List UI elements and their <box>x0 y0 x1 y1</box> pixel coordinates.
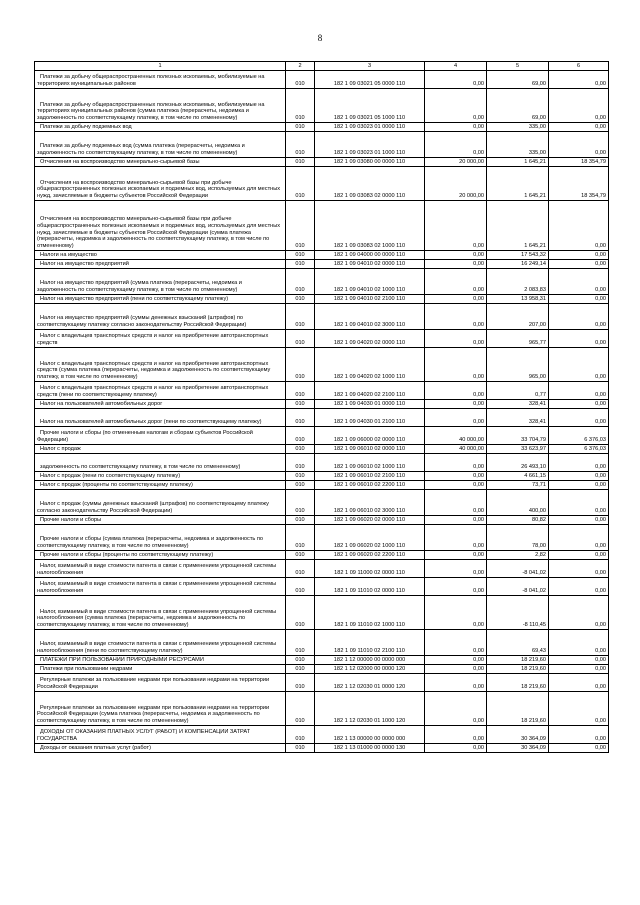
row-classification-code-cell: 182 1 13 00000 00 0000 000 <box>315 726 425 744</box>
table-row <box>35 578 609 596</box>
row-approved-plan-cell: 0,00 <box>425 201 487 251</box>
row-approved-plan-cell: 20 000,00 <box>425 167 487 201</box>
row-line-code-cell: 010 <box>286 744 315 753</box>
row-executed-cell: 1 645,21 <box>487 158 549 167</box>
table-row <box>35 726 609 744</box>
row-line-code-cell: 010 <box>286 481 315 490</box>
row-approved-plan-cell: 0,00 <box>425 525 487 551</box>
row-unexecuted-cell: 0,00 <box>549 726 609 744</box>
row-approved-plan-cell: 0,00 <box>425 744 487 753</box>
row-executed-cell: 17 543,32 <box>487 251 549 260</box>
row-unexecuted-cell: 0,00 <box>549 525 609 551</box>
column-header-1: 1 <box>35 62 286 71</box>
row-executed-cell: 2 083,83 <box>487 269 549 295</box>
row-unexecuted-cell: 0,00 <box>549 382 609 400</box>
row-unexecuted-cell: 0,00 <box>549 260 609 269</box>
row-approved-plan-cell: 40 000,00 <box>425 445 487 454</box>
row-executed-cell: 26 493,10 <box>487 454 549 472</box>
table-row <box>35 490 609 516</box>
row-approved-plan-cell: 0,00 <box>425 472 487 481</box>
table-row <box>35 132 609 158</box>
row-classification-code-cell: 182 1 09 06010 02 2200 110 <box>315 481 425 490</box>
row-line-code-cell: 010 <box>286 304 315 330</box>
row-line-code-cell: 010 <box>286 516 315 525</box>
table-row <box>35 674 609 692</box>
row-classification-code-cell: 182 1 09 04020 02 0000 110 <box>315 330 425 348</box>
row-executed-cell: -8 110,45 <box>487 596 549 630</box>
row-executed-cell: 1 645,21 <box>487 167 549 201</box>
row-classification-code-cell: 182 1 09 06000 02 0000 110 <box>315 427 425 445</box>
row-name-cell: Налог с продаж (пени по соответствующему платежу) <box>35 472 286 481</box>
row-classification-code-cell: 182 1 09 04010 02 1000 110 <box>315 269 425 295</box>
row-line-code-cell: 010 <box>286 674 315 692</box>
row-line-code-cell: 010 <box>286 260 315 269</box>
row-name-cell: Налог с владельцев транспортных средств и налог на приобретение автотранспортных средств (пени по соответствующему платежу) <box>35 382 286 400</box>
row-unexecuted-cell: 0,00 <box>549 656 609 665</box>
row-unexecuted-cell: 0,00 <box>549 251 609 260</box>
row-approved-plan-cell: 0,00 <box>425 692 487 726</box>
row-executed-cell: 1 645,21 <box>487 201 549 251</box>
row-unexecuted-cell: 0,00 <box>549 89 609 123</box>
row-executed-cell: 78,00 <box>487 525 549 551</box>
table-row <box>35 260 609 269</box>
revenue-table <box>34 61 609 753</box>
row-line-code-cell: 010 <box>286 295 315 304</box>
column-header-2: 2 <box>286 62 315 71</box>
row-unexecuted-cell: 0,00 <box>549 304 609 330</box>
row-unexecuted-cell: 0,00 <box>549 472 609 481</box>
row-name-cell: Налог, взимаемый в виде стоимости патента в связи с применением упрощенной системы налогообложения <box>35 560 286 578</box>
row-line-code-cell: 010 <box>286 132 315 158</box>
table-row <box>35 744 609 753</box>
row-name-cell: задолженность по соответствующему платежу, в том числе по отмененному) <box>35 454 286 472</box>
row-executed-cell: 30 364,09 <box>487 726 549 744</box>
row-approved-plan-cell: 20 000,00 <box>425 158 487 167</box>
row-approved-plan-cell: 0,00 <box>425 348 487 382</box>
row-classification-code-cell: 182 1 09 06020 02 0000 110 <box>315 516 425 525</box>
table-row <box>35 665 609 674</box>
row-executed-cell: 400,00 <box>487 490 549 516</box>
row-executed-cell: 328,41 <box>487 400 549 409</box>
row-classification-code-cell: 182 1 09 06010 02 0000 110 <box>315 445 425 454</box>
row-approved-plan-cell: 0,00 <box>425 630 487 656</box>
row-approved-plan-cell: 0,00 <box>425 400 487 409</box>
row-line-code-cell: 010 <box>286 490 315 516</box>
row-executed-cell: 207,00 <box>487 304 549 330</box>
row-classification-code-cell: 182 1 09 06020 02 2200 110 <box>315 551 425 560</box>
row-name-cell: Платежи за добычу общераспространенных полезных ископаемых, мобилизуемые на территориях муниципальных районов <box>35 71 286 89</box>
row-line-code-cell: 010 <box>286 630 315 656</box>
table-row <box>35 89 609 123</box>
table-body <box>35 71 609 753</box>
row-name-cell: Налог на имущество предприятий <box>35 260 286 269</box>
row-name-cell: Налоги на имущество <box>35 251 286 260</box>
row-name-cell: Налог с владельцев транспортных средств и налог на приобретение автотранспортных средств (сумма платежа (перерасчеты, недоимка и задолженность по соответствующему платежу, в том числе по отмененному) <box>35 348 286 382</box>
row-line-code-cell: 010 <box>286 158 315 167</box>
row-line-code-cell: 010 <box>286 726 315 744</box>
row-classification-code-cell: 182 1 09 04000 00 0000 110 <box>315 251 425 260</box>
row-name-cell: Налог на имущество предприятий (суммы денежных взысканий (штрафов) по соответствующему платежу согласно законодательству Российской Федерации) <box>35 304 286 330</box>
row-name-cell: Отчисления на воспроизводство минерально-сырьевой базы при добыче общераспространенных полезных ископаемых и подземных вод, используемых для местных нужд, зачисляемые в бюджеты субъектов Российской Федерации <box>35 167 286 201</box>
row-executed-cell: 33 704,79 <box>487 427 549 445</box>
row-executed-cell: 16 249,14 <box>487 260 549 269</box>
row-approved-plan-cell: 0,00 <box>425 71 487 89</box>
row-approved-plan-cell: 0,00 <box>425 726 487 744</box>
row-name-cell: Налог, взимаемый в виде стоимости патента в связи с применением упрощенной системы налогообложения (пени по соответствующему платежу) <box>35 630 286 656</box>
row-executed-cell: 13 958,31 <box>487 295 549 304</box>
row-approved-plan-cell: 0,00 <box>425 516 487 525</box>
row-unexecuted-cell: 0,00 <box>549 295 609 304</box>
row-unexecuted-cell: 18 354,79 <box>549 167 609 201</box>
row-name-cell: Налог на имущество предприятий (сумма платежа (перерасчеты, недоимка и задолженность по соответствующему платежу, в том числе по отмененному) <box>35 269 286 295</box>
row-name-cell: Прочие налоги и сборы (по отмененным налогам и сборам субъектов Российской Федерации) <box>35 427 286 445</box>
row-classification-code-cell: 182 1 09 04010 02 2100 110 <box>315 295 425 304</box>
table-row <box>35 400 609 409</box>
row-name-cell: Налог на имущество предприятий (пени по соответствующему платежу) <box>35 295 286 304</box>
table-row <box>35 304 609 330</box>
row-executed-cell: 18 219,60 <box>487 674 549 692</box>
row-line-code-cell: 010 <box>286 71 315 89</box>
row-classification-code-cell: 182 1 12 02030 01 0000 120 <box>315 674 425 692</box>
row-executed-cell: 0,77 <box>487 382 549 400</box>
row-executed-cell: -8 041,02 <box>487 578 549 596</box>
row-unexecuted-cell: 0,00 <box>549 692 609 726</box>
table-row <box>35 630 609 656</box>
table-row <box>35 167 609 201</box>
row-approved-plan-cell: 0,00 <box>425 269 487 295</box>
table-row <box>35 201 609 251</box>
row-line-code-cell: 010 <box>286 596 315 630</box>
row-unexecuted-cell: 18 354,79 <box>549 158 609 167</box>
table-row <box>35 251 609 260</box>
row-classification-code-cell: 182 1 09 04030 01 0000 110 <box>315 400 425 409</box>
row-classification-code-cell: 182 1 09 11010 02 0000 110 <box>315 578 425 596</box>
row-name-cell: Налог с продаж (проценты по соответствующему платежу) <box>35 481 286 490</box>
row-classification-code-cell: 182 1 09 04020 02 2100 110 <box>315 382 425 400</box>
row-executed-cell: 33 623,97 <box>487 445 549 454</box>
row-line-code-cell: 010 <box>286 348 315 382</box>
row-name-cell: Отчисления на воспроизводство минерально-сырьевой базы при добыче общераспространенных полезных ископаемых и подземных вод, используемых для местных нужд, зачисляемые в бюджеты субъектов Российской Федерации (сумма платежа (перерасчеты, недоимка и задолженность по соответствующему платежу, в том числе по отмененному) <box>35 201 286 251</box>
row-approved-plan-cell: 0,00 <box>425 578 487 596</box>
row-unexecuted-cell: 0,00 <box>549 123 609 132</box>
row-unexecuted-cell: 0,00 <box>549 348 609 382</box>
row-approved-plan-cell: 0,00 <box>425 665 487 674</box>
row-executed-cell: 965,77 <box>487 330 549 348</box>
row-classification-code-cell: 182 1 09 04020 02 1000 110 <box>315 348 425 382</box>
row-name-cell: Прочие налоги и сборы (проценты по соответствующему платежу) <box>35 551 286 560</box>
column-header-4: 4 <box>425 62 487 71</box>
row-unexecuted-cell: 0,00 <box>549 490 609 516</box>
column-header-6: 6 <box>549 62 609 71</box>
column-header-5: 5 <box>487 62 549 71</box>
row-line-code-cell: 010 <box>286 560 315 578</box>
row-executed-cell: 73,71 <box>487 481 549 490</box>
row-classification-code-cell: 182 1 12 00000 00 0000 000 <box>315 656 425 665</box>
row-classification-code-cell: 182 1 09 06010 02 1000 110 <box>315 454 425 472</box>
row-name-cell: Налог с владельцев транспортных средств и налог на приобретение автотранспортных средств <box>35 330 286 348</box>
row-approved-plan-cell: 0,00 <box>425 481 487 490</box>
row-unexecuted-cell: 0,00 <box>549 596 609 630</box>
row-approved-plan-cell: 40 000,00 <box>425 427 487 445</box>
row-line-code-cell: 010 <box>286 665 315 674</box>
table-row <box>35 295 609 304</box>
row-classification-code-cell: 182 1 09 03080 00 0000 110 <box>315 158 425 167</box>
row-approved-plan-cell: 0,00 <box>425 132 487 158</box>
column-header-3: 3 <box>315 62 425 71</box>
row-line-code-cell: 010 <box>286 251 315 260</box>
row-classification-code-cell: 182 1 09 03083 02 1000 110 <box>315 201 425 251</box>
row-approved-plan-cell: 0,00 <box>425 382 487 400</box>
row-approved-plan-cell: 0,00 <box>425 260 487 269</box>
row-approved-plan-cell: 0,00 <box>425 251 487 260</box>
row-classification-code-cell: 182 1 09 03023 01 0000 110 <box>315 123 425 132</box>
row-unexecuted-cell: 0,00 <box>549 132 609 158</box>
row-approved-plan-cell: 0,00 <box>425 330 487 348</box>
row-name-cell: Регулярные платежи за пользование недрами при пользовании недрами на территории Российской Федерации <box>35 674 286 692</box>
row-unexecuted-cell: 0,00 <box>549 454 609 472</box>
row-classification-code-cell: 182 1 09 11010 02 2100 110 <box>315 630 425 656</box>
row-executed-cell: 335,00 <box>487 132 549 158</box>
row-approved-plan-cell: 0,00 <box>425 295 487 304</box>
row-classification-code-cell: 182 1 09 11010 02 1000 110 <box>315 596 425 630</box>
row-line-code-cell: 010 <box>286 123 315 132</box>
table-row <box>35 692 609 726</box>
row-line-code-cell: 010 <box>286 427 315 445</box>
row-classification-code-cell: 182 1 09 06010 02 2100 110 <box>315 472 425 481</box>
row-approved-plan-cell: 0,00 <box>425 596 487 630</box>
row-line-code-cell: 010 <box>286 330 315 348</box>
row-classification-code-cell: 182 1 09 03023 01 1000 110 <box>315 132 425 158</box>
row-classification-code-cell: 182 1 09 03083 02 0000 110 <box>315 167 425 201</box>
row-unexecuted-cell: 0,00 <box>549 630 609 656</box>
row-name-cell: Налог на пользователей автомобильных дорог (пени по соответствующему платежу) <box>35 409 286 427</box>
row-name-cell: Отчисления на воспроизводство минерально-сырьевой базы <box>35 158 286 167</box>
row-line-code-cell: 010 <box>286 382 315 400</box>
row-approved-plan-cell: 0,00 <box>425 674 487 692</box>
table-row <box>35 516 609 525</box>
row-approved-plan-cell: 0,00 <box>425 560 487 578</box>
table-row <box>35 656 609 665</box>
row-classification-code-cell: 182 1 09 03021 05 1000 110 <box>315 89 425 123</box>
row-unexecuted-cell: 0,00 <box>549 665 609 674</box>
row-executed-cell: 965,00 <box>487 348 549 382</box>
row-approved-plan-cell: 0,00 <box>425 490 487 516</box>
row-unexecuted-cell: 0,00 <box>549 516 609 525</box>
table-row <box>35 560 609 578</box>
row-name-cell: Регулярные платежи за пользование недрами при пользовании недрами на территории Российской Федерации (сумма платежа (перерасчеты, недоимка и задолженность по соответствующему платежу, в том числе по отмененному) <box>35 692 286 726</box>
row-unexecuted-cell: 0,00 <box>549 744 609 753</box>
row-name-cell: Платежи за добычу подземных вод (сумма платежа (перерасчеты, недоимка и задолженность по соответствующему платежу, в том числе по отмененному) <box>35 132 286 158</box>
row-unexecuted-cell: 0,00 <box>549 201 609 251</box>
row-line-code-cell: 010 <box>286 409 315 427</box>
row-name-cell: Налог, взимаемый в виде стоимости патента в связи с применением упрощенной системы налогообложения (сумма платежа (перерасчеты, недоимка и задолженность по соответствующему платежу, в том числе по отмененному) <box>35 596 286 630</box>
row-classification-code-cell: 182 1 09 06010 02 3000 110 <box>315 490 425 516</box>
row-unexecuted-cell: 0,00 <box>549 400 609 409</box>
row-classification-code-cell: 182 1 09 04010 02 0000 110 <box>315 260 425 269</box>
row-line-code-cell: 010 <box>286 551 315 560</box>
row-classification-code-cell: 182 1 09 04010 02 3000 110 <box>315 304 425 330</box>
row-name-cell: Платежи при пользовании недрами <box>35 665 286 674</box>
row-classification-code-cell: 182 1 09 03021 05 0000 110 <box>315 71 425 89</box>
row-unexecuted-cell: 0,00 <box>549 409 609 427</box>
row-approved-plan-cell: 0,00 <box>425 89 487 123</box>
row-name-cell: Налог с продаж <box>35 445 286 454</box>
row-line-code-cell: 010 <box>286 400 315 409</box>
row-line-code-cell: 010 <box>286 656 315 665</box>
row-classification-code-cell: 182 1 12 02000 00 0000 120 <box>315 665 425 674</box>
row-line-code-cell: 010 <box>286 89 315 123</box>
row-executed-cell: 69,43 <box>487 630 549 656</box>
row-unexecuted-cell: 0,00 <box>549 269 609 295</box>
row-line-code-cell: 010 <box>286 201 315 251</box>
table-row <box>35 454 609 472</box>
table-row <box>35 71 609 89</box>
row-unexecuted-cell: 6 376,03 <box>549 427 609 445</box>
table-row <box>35 348 609 382</box>
table-row <box>35 158 609 167</box>
row-name-cell: Платежи за добычу подземных вод <box>35 123 286 132</box>
row-unexecuted-cell: 0,00 <box>549 674 609 692</box>
row-name-cell: ДОХОДЫ ОТ ОКАЗАНИЯ ПЛАТНЫХ УСЛУГ (РАБОТ) И КОМПЕНСАЦИИ ЗАТРАТ ГОСУДАРСТВА <box>35 726 286 744</box>
row-executed-cell: 335,00 <box>487 123 549 132</box>
row-name-cell: Налог на пользователей автомобильных дорог <box>35 400 286 409</box>
row-approved-plan-cell: 0,00 <box>425 656 487 665</box>
table-row <box>35 269 609 295</box>
row-line-code-cell: 010 <box>286 269 315 295</box>
row-line-code-cell: 010 <box>286 167 315 201</box>
row-executed-cell: 18 219,60 <box>487 656 549 665</box>
row-name-cell: Налог с продаж (суммы денежных взысканий (штрафов) по соответствующему платежу согласно законодательству Российской Федерации) <box>35 490 286 516</box>
row-executed-cell: 328,41 <box>487 409 549 427</box>
row-name-cell: Платежи за добычу общераспространенных полезных ископаемых, мобилизуемые на территориях муниципальных районов (сумма платежа (перерасчеты, недоимка и задолженность по соответствующему платежу, в том числе по отмененному) <box>35 89 286 123</box>
row-executed-cell: 30 364,09 <box>487 744 549 753</box>
row-line-code-cell: 010 <box>286 692 315 726</box>
row-unexecuted-cell: 0,00 <box>549 330 609 348</box>
header-row <box>35 62 609 71</box>
row-executed-cell: 69,00 <box>487 89 549 123</box>
page-number: 8 <box>317 33 323 43</box>
row-approved-plan-cell: 0,00 <box>425 454 487 472</box>
row-name-cell: ПЛАТЕЖИ ПРИ ПОЛЬЗОВАНИИ ПРИРОДНЫМИ РЕСУРСАМИ <box>35 656 286 665</box>
row-unexecuted-cell: 0,00 <box>549 551 609 560</box>
row-unexecuted-cell: 6 376,03 <box>549 445 609 454</box>
table-row <box>35 382 609 400</box>
row-name-cell: Налог, взимаемый в виде стоимости патента в связи с применением упрощенной системы налогообложения <box>35 578 286 596</box>
row-executed-cell: -8 041,02 <box>487 560 549 578</box>
table-row <box>35 409 609 427</box>
row-name-cell: Прочие налоги и сборы <box>35 516 286 525</box>
row-line-code-cell: 010 <box>286 472 315 481</box>
row-executed-cell: 4 661,15 <box>487 472 549 481</box>
row-unexecuted-cell: 0,00 <box>549 71 609 89</box>
row-unexecuted-cell: 0,00 <box>549 481 609 490</box>
row-name-cell: Прочие налоги и сборы (сумма платежа (перерасчеты, недоимка и задолженность по соответствующему платежу, в том числе по отмененному) <box>35 525 286 551</box>
table-row <box>35 330 609 348</box>
row-executed-cell: 2,82 <box>487 551 549 560</box>
row-name-cell: Доходы от оказания платных услуг (работ) <box>35 744 286 753</box>
table-row <box>35 427 609 445</box>
row-approved-plan-cell: 0,00 <box>425 304 487 330</box>
table-row <box>35 596 609 630</box>
row-approved-plan-cell: 0,00 <box>425 409 487 427</box>
table-row <box>35 525 609 551</box>
row-classification-code-cell: 182 1 09 04030 01 2100 110 <box>315 409 425 427</box>
table-row <box>35 445 609 454</box>
table-row <box>35 472 609 481</box>
row-line-code-cell: 010 <box>286 445 315 454</box>
row-approved-plan-cell: 0,00 <box>425 551 487 560</box>
table-row <box>35 481 609 490</box>
row-classification-code-cell: 182 1 12 02030 01 1000 120 <box>315 692 425 726</box>
row-approved-plan-cell: 0,00 <box>425 123 487 132</box>
row-line-code-cell: 010 <box>286 578 315 596</box>
row-classification-code-cell: 182 1 09 11000 02 0000 110 <box>315 560 425 578</box>
row-executed-cell: 18 219,60 <box>487 692 549 726</box>
row-line-code-cell: 010 <box>286 525 315 551</box>
row-executed-cell: 80,82 <box>487 516 549 525</box>
row-executed-cell: 69,00 <box>487 71 549 89</box>
table-row <box>35 551 609 560</box>
row-unexecuted-cell: 0,00 <box>549 578 609 596</box>
row-line-code-cell: 010 <box>286 454 315 472</box>
row-classification-code-cell: 182 1 09 06020 02 1000 110 <box>315 525 425 551</box>
table-row <box>35 123 609 132</box>
row-unexecuted-cell: 0,00 <box>549 560 609 578</box>
row-executed-cell: 18 219,60 <box>487 665 549 674</box>
row-classification-code-cell: 182 1 13 01000 00 0000 130 <box>315 744 425 753</box>
